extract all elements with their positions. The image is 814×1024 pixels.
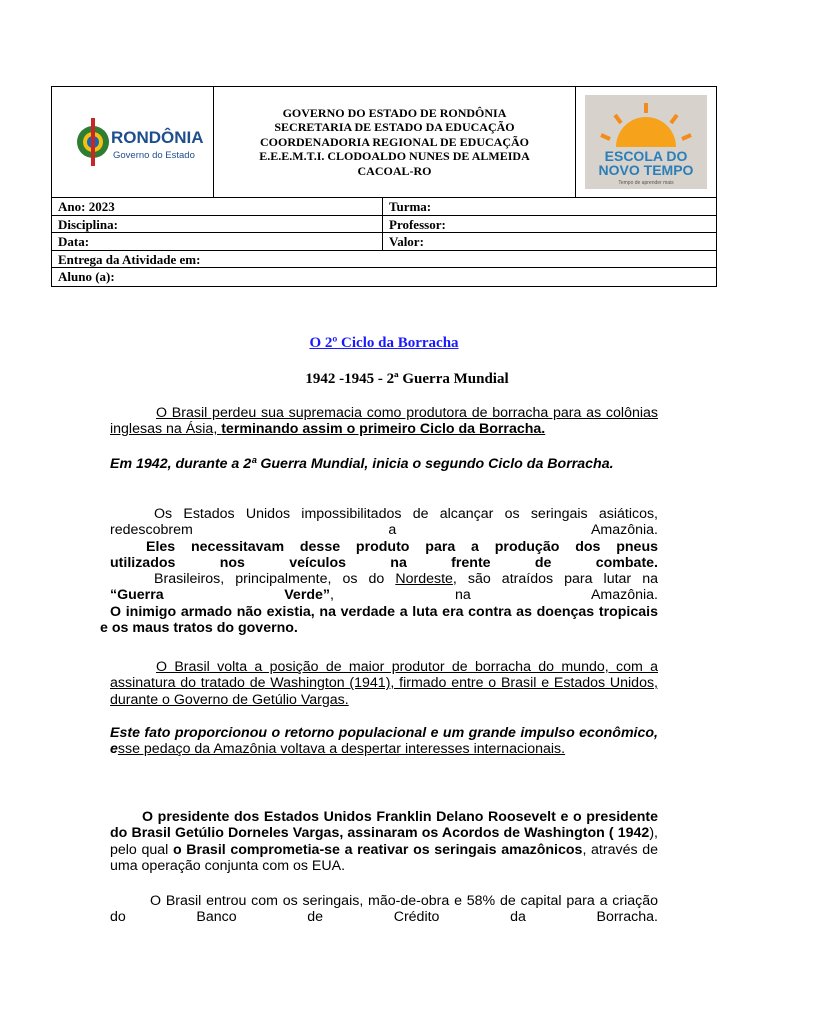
p3-line-g: O inimigo armado não existia, na verdade a luta era contra as doenças tropicais e os maus tratos do governo.: [100, 603, 658, 637]
p6-d: , através de uma operação conjunta com os EUA.: [110, 841, 658, 874]
paragraph-5: [110, 725, 658, 758]
p3-nordeste: Nordeste: [395, 571, 453, 588]
paragraph-2: Em 1942, durante a 2ª Guerra Mundial, inicia o segundo Ciclo da Borracha.: [110, 456, 614, 472]
field-professor[interactable]: Professor:: [389, 216, 446, 232]
header-line-2: SECRETARIA DE ESTADO DA EDUCAÇÃO: [274, 120, 515, 135]
p3-line-b: redescobrem a Amazônia.: [110, 522, 658, 539]
p3-guerra-verde: “Guerra Verde”: [110, 587, 330, 604]
field-disciplina[interactable]: Disciplina:: [52, 216, 383, 233]
p3-line-d: utilizados nos veículos na frente de combate.: [110, 554, 658, 571]
p6-a: O presidente dos Estados Unidos Franklin Delano Roosevelt e o presidente do Brasil Getúlio Dorneles Vargas, assinaram os Acordos de Washington ( 1942: [110, 809, 658, 842]
p3-line-f: [110, 587, 658, 603]
title-link[interactable]: O 2º Ciclo da Borracha: [309, 335, 459, 351]
escola-line1: ESCOLA DO: [604, 148, 688, 164]
p3-f2: , na Amazônia.: [330, 587, 658, 604]
document-title: [0, 335, 768, 352]
field-ano[interactable]: Ano: 2023: [52, 198, 383, 215]
rondonia-logo: [52, 87, 214, 197]
header-line-3: COORDENADORIA REGIONAL DE EDUCAÇÃO: [259, 134, 530, 149]
rondonia-emblem-icon: [73, 112, 204, 172]
info-row-1: [52, 198, 716, 216]
info-row-5: [52, 268, 716, 286]
escola-novo-tempo-logo: [576, 87, 716, 197]
field-entrega[interactable]: Entrega da Atividade em:: [58, 251, 201, 267]
p3-line-e: [110, 571, 658, 587]
rondonia-sub: Governo do Estado: [112, 150, 195, 161]
document-subtitle: 1942 -1945 - 2ª Guerra Mundial: [305, 371, 509, 387]
p3-e1: Brasileiros, principalmente, os do: [154, 571, 396, 588]
p5-underlined: sse pedaço da Amazônia voltava a despertar interesses internacionais.: [117, 741, 566, 758]
paragraph-7: O Brasil entrou com os seringais, mão-de-obra e 58% de capital para a criação do Banco de Crédito da Borracha.: [110, 893, 658, 926]
escola-tagline: Tempo de aprender mais: [618, 180, 674, 186]
info-row-2: [52, 216, 716, 234]
field-aluno[interactable]: Aluno (a):: [58, 269, 115, 284]
p3-line-c: Eles necessitavam desse produto para a produção dos pneus: [146, 538, 658, 555]
escola-line2: NOVO TEMPO: [598, 162, 694, 178]
p3-e3: , são atraídos para lutar na: [452, 571, 658, 588]
p6-c: o Brasil comprometia-se a reativar os seringais amazônicos: [172, 841, 583, 858]
info-row-4: [52, 251, 716, 269]
p3-line-a: Os Estados Unidos impossibilitados de alcançar os seringais asiáticos,: [154, 506, 658, 522]
p1-bold: terminando assim o primeiro Ciclo da Borracha.: [221, 421, 546, 438]
rondonia-name: RONDÔNIA: [110, 128, 204, 147]
paragraph-4: O Brasil volta a posição de maior produtor de borracha do mundo, com a assinatura do tratado de Washington (1941), firmado entre o Brasil e Estados Unidos, durante o Governo de Getúlio Vargas.: [110, 659, 658, 708]
header-line-1: GOVERNO DO ESTADO DE RONDÔNIA: [282, 105, 507, 120]
field-valor[interactable]: Valor:: [389, 234, 424, 249]
p5-bold: Este fato proporcionou o retorno populacional e um grande impulso econômico, e: [110, 725, 658, 758]
p6-b: ), pelo qual: [110, 825, 658, 858]
paragraph-1: [110, 405, 658, 438]
header-title-block: [214, 87, 576, 197]
info-row-3: [52, 233, 716, 251]
escola-logo-icon: [585, 95, 707, 189]
paragraph-3: [100, 506, 658, 637]
header-line-5: CACOAL-RO: [357, 163, 432, 178]
p1-text: O Brasil perdeu sua supremacia como produtora de borracha para as colônias inglesas na Ásia,: [110, 405, 658, 438]
student-info-table: [51, 198, 717, 287]
field-data[interactable]: Data:: [52, 233, 383, 250]
header-table: [51, 86, 717, 198]
field-turma[interactable]: Turma:: [389, 199, 432, 214]
header-line-4: E.E.E.M.T.I. CLODOALDO NUNES DE ALMEIDA: [259, 149, 530, 164]
paragraph-6: [110, 809, 658, 874]
